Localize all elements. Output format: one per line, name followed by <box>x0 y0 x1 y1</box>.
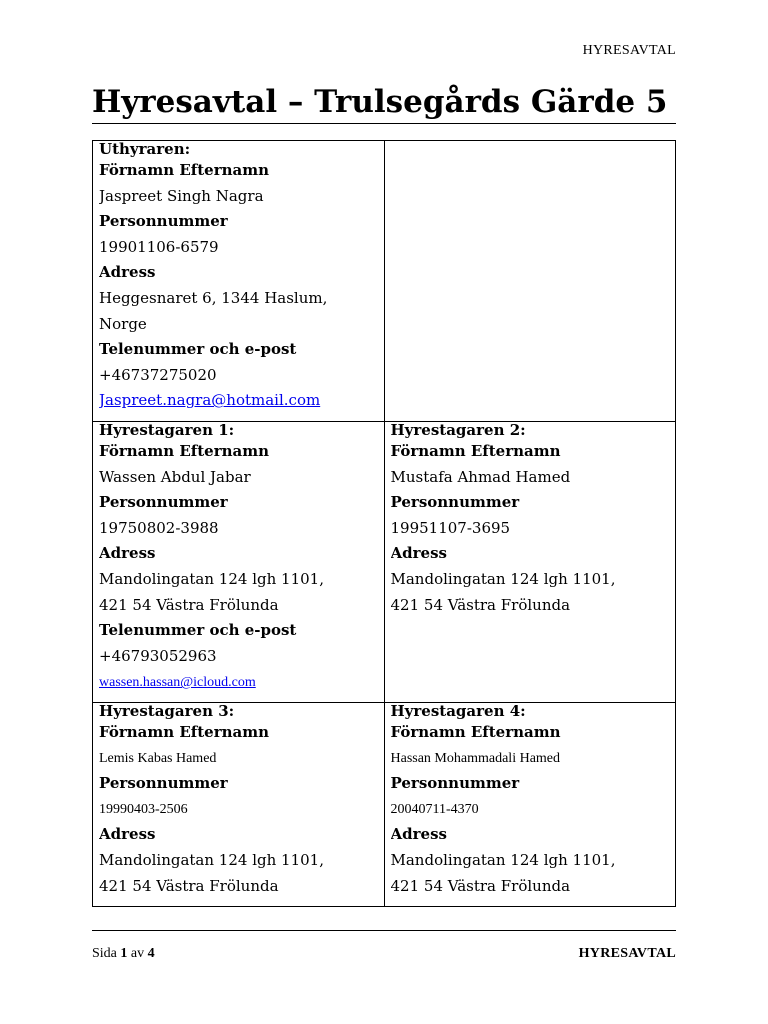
tenant-1-email-link[interactable]: wassen.hassan@icloud.com <box>99 675 256 691</box>
tenant-1-name-label: Förnamn Efternamn <box>99 442 270 460</box>
landlord-email-link[interactable]: Jaspreet.nagra@hotmail.com <box>99 391 321 410</box>
footer-divider <box>92 930 676 931</box>
page-total: 4 <box>147 946 155 961</box>
page-current: 1 <box>120 946 128 961</box>
tenant-4-cell <box>384 703 676 907</box>
landlord-phone: +46737275020 <box>99 365 217 384</box>
tenant-3-address-line1: Mandolingatan 124 lgh 1101, <box>99 850 324 869</box>
tenant-4-pn-label: Personnummer <box>390 774 520 793</box>
table-row <box>93 422 676 703</box>
tenant-4-pn: 20040711-4370 <box>390 801 479 817</box>
of-word: av <box>130 946 145 961</box>
tenant-3-cell <box>93 703 385 907</box>
tenant-3-pn-label: Personnummer <box>99 774 228 793</box>
tenant-4-name-label: Förnamn Efternamn <box>390 723 561 741</box>
tenant-4-heading: Hyrestagaren 4: <box>390 703 526 720</box>
landlord-address-line2: Norge <box>99 314 147 333</box>
tenant-4-address-line2: 421 54 Västra Frölunda <box>390 876 571 895</box>
tenant-2-pn-label: Personnummer <box>390 493 520 512</box>
landlord-cell <box>93 141 385 422</box>
landlord-contact-label: Telenummer och e-post <box>99 340 297 359</box>
tenant-3-address-line2: 421 54 Västra Frölunda <box>99 876 279 895</box>
tenant-3-pn: 19990403-2506 <box>99 801 188 817</box>
table-row <box>93 703 676 907</box>
tenant-2-address-line1: Mandolingatan 124 lgh 1101, <box>390 569 616 588</box>
landlord-name: Jaspreet Singh Nagra <box>99 186 264 205</box>
tenant-2-address-line2: 421 54 Västra Frölunda <box>390 595 571 614</box>
tenant-2-name-label: Förnamn Efternamn <box>390 442 561 460</box>
tenant-1-name: Wassen Abdul Jabar <box>99 467 251 486</box>
tenant-1-contact-label: Telenummer och e-post <box>99 621 297 640</box>
document-title: Hyresavtal – Trulsegårds Gärde 5 <box>92 82 676 124</box>
parties-table <box>92 140 676 907</box>
landlord-address-line1: Heggesnaret 6, 1344 Haslum, <box>99 288 328 307</box>
landlord-heading: Uthyraren: <box>99 141 191 158</box>
tenant-1-address-line1: Mandolingatan 124 lgh 1101, <box>99 569 324 588</box>
tenant-4-name: Hassan Mohammadali Hamed <box>390 750 561 766</box>
tenant-4-address-label: Adress <box>390 825 447 844</box>
tenant-1-address-label: Adress <box>99 544 156 563</box>
tenant-2-heading: Hyrestagaren 2: <box>390 422 526 439</box>
tenant-3-heading: Hyrestagaren 3: <box>99 703 235 720</box>
tenant-1-pn-label: Personnummer <box>99 493 228 512</box>
empty-cell <box>384 141 676 422</box>
landlord-name-label: Förnamn Efternamn <box>99 161 270 179</box>
tenant-3-address-label: Adress <box>99 825 156 844</box>
tenant-3-name-label: Förnamn Efternamn <box>99 723 270 741</box>
tenant-2-name: Mustafa Ahmad Hamed <box>390 467 571 486</box>
landlord-pn: 19901106-6579 <box>99 237 219 256</box>
tenant-1-address-line2: 421 54 Västra Frölunda <box>99 595 279 614</box>
running-header: HYRESAVTAL <box>582 43 676 58</box>
running-footer: HYRESAVTAL <box>578 946 676 961</box>
tenant-2-pn: 19951107-3695 <box>390 518 511 537</box>
tenant-2-cell <box>384 422 676 703</box>
landlord-pn-label: Personnummer <box>99 212 228 231</box>
landlord-address-label: Adress <box>99 263 156 282</box>
page-word: Sida <box>92 946 117 961</box>
tenant-3-name: Lemis Kabas Hamed <box>99 750 217 766</box>
page-number <box>92 946 155 962</box>
tenant-2-address-label: Adress <box>390 544 447 563</box>
tenant-4-address-line1: Mandolingatan 124 lgh 1101, <box>390 850 616 869</box>
tenant-1-heading: Hyrestagaren 1: <box>99 422 235 439</box>
table-row <box>93 141 676 422</box>
tenant-1-cell <box>93 422 385 703</box>
tenant-1-pn: 19750802-3988 <box>99 518 219 537</box>
tenant-1-phone: +46793052963 <box>99 646 217 665</box>
